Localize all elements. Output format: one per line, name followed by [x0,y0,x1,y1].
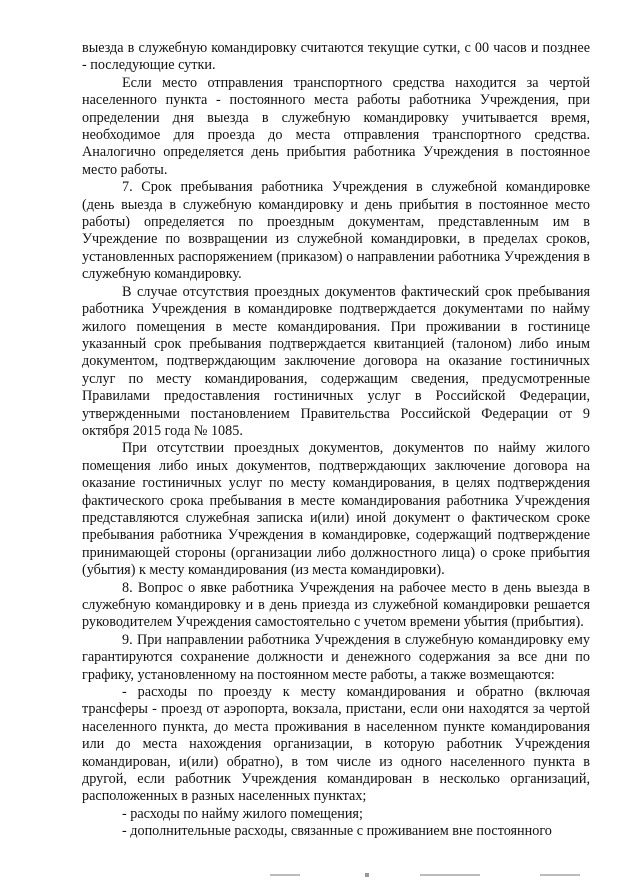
list-item-housing-expenses: - расходы по найму жилого помещения; [122,805,363,822]
paragraph-item-9: 9. При направлении работника Учреждения в служебную командировку ему гарантируются сохранение должности и денежного содержания за все дни по графику, установленному на постоянном месте работы, а также возмещаются: [82,631,590,683]
scan-artifact-strip [120,872,590,878]
paragraph-no-travel-docs: В случае отсутствия проездных документов фактический срок пребывания работника Учреждения в командировке подтверждается документами по найму жилого помещения в месте командирования. При проживании в гостинице указанный срок пребывания подтверждается квитанцией (талоном) либо иным документом, подтверждающим заключение договора на оказание гостиничных услуг по месту командирования, содержащим сведения, предусмотренные Правилами предоставления гостиничных услуг в Российской Федерации, утвержденными постановлением Правительства Российской Федерации от 9 октября 2015 года № 1085. [82,283,590,439]
paragraph-item-8: 8. Вопрос о явке работника Учреждения на рабочее место в день выезда в служебную командировку и в день приезда из служебной командировки решается руководителем Учреждения самостоятельно с учетом времени убытия (прибытия). [82,579,590,631]
document-page [82,40,590,841]
list-item-travel-expenses: - расходы по проезду к месту командирования и обратно (включая трансферы - проезд от аэропорта, вокзала, пристани, если они находятся за чертой населенного пункта, до места проживания в населенном пункте командирования или до места нахождения организации, в которую работник Учреждения командирован, и(или) обратно), в том числе из одного населенного пункта в другой, если работник Учреждения командирован в несколько организаций, расположенных в разных населенных пунктах; [82,684,590,805]
paragraph-departure-point: Если место отправления транспортного средства находится за чертой населенного пункта - постоянного места работы работника Учреждения, при определении дня выезда в служебную командировку учитывается время, необходимое для проезда до места отправления транспортного средства. Аналогично определяется день прибытия работника Учреждения в постоянное место работы. [82,74,590,178]
paragraph-no-documents: При отсутствии проездных документов, документов по найму жилого помещения либо иных документов, подтверждающих заключение договора на оказание гостиничных услуг по месту командирования, в целях подтверждения фактического срока пребывания в месте командирования работника Учреждения представляются служебная записка и(или) иной документ о фактическом сроке пребывания работника Учреждения в командировке, содержащий подтверждение принимающей стороны (организации либо должностного лица) о сроке прибытия (убытия) к месту командирования (из места командировки). [82,440,590,579]
paragraph-item-7: 7. Срок пребывания работника Учреждения в служебной командировке (день выезда в служебную командировку и день прибытия в постоянное место работы) определяется по проездным документам, представленным им в Учреждение по возвращении из служебной командировки, в пределах сроков, установленных распоряжением (приказом) о направлении работника Учреждения в служебную командировку. [82,179,590,283]
paragraph-continuation: выезда в служебную командировку считаются текущие сутки, с 00 часов и позднее - последующие сутки. [82,40,590,74]
list-item-additional-expenses: - дополнительные расходы, связанные с проживанием вне постоянного [122,823,552,840]
